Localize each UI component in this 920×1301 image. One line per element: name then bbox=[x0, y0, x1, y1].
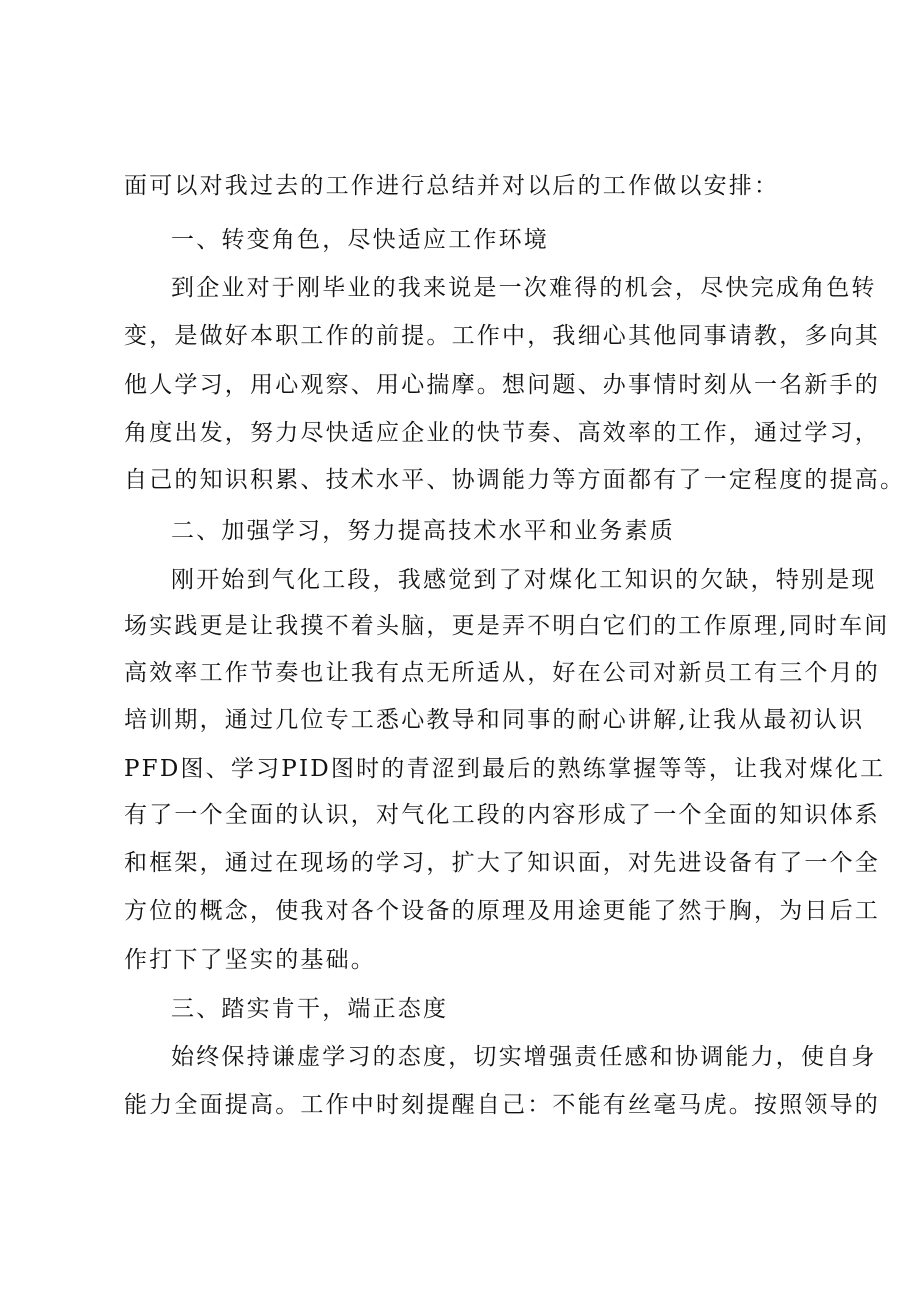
text-line: 场实践更是让我摸不着头脑，更是弄不明白它们的工作原理,同时车间 bbox=[124, 613, 890, 639]
text-line: 方位的概念，使我对各个设备的原理及用途更能了然于胸，为日后工 bbox=[124, 898, 880, 924]
text-line: 变，是做好本职工作的前提。工作中，我细心其他同事请教，多向其 bbox=[124, 323, 880, 349]
text-line: 作打下了坚实的基础。 bbox=[124, 947, 376, 973]
text-line: 有了一个全面的认识，对气化工段的内容形成了一个全面的知识体系 bbox=[124, 802, 880, 828]
section-heading: 三、踏实肯干，端正态度 bbox=[171, 996, 449, 1022]
text-line: 能力全面提高。工作中时刻提醒自己：不能有丝毫马虎。按照领导的 bbox=[124, 1092, 880, 1118]
text-line: 和框架，通过在现场的学习，扩大了知识面，对先进设备有了一个全 bbox=[124, 850, 880, 876]
text-line: 刚开始到气化工段，我感觉到了对煤化工知识的欠缺，特别是现 bbox=[171, 567, 877, 593]
text-line: 角度出发，努力尽快适应企业的快节奏、高效率的工作，通过学习， bbox=[124, 420, 880, 446]
section-heading: 二、加强学习，努力提高技术水平和业务素质 bbox=[171, 518, 675, 544]
text-line: 面可以对我过去的工作进行总结并对以后的工作做以安排： bbox=[124, 173, 780, 199]
text-line: 始终保持谦虚学习的态度，切实增强责任感和协调能力，使自身 bbox=[171, 1044, 877, 1070]
text-line: 他人学习，用心观察、用心揣摩。想问题、办事情时刻从一名新手的 bbox=[124, 372, 880, 398]
text-line: PFD图、学习PID图时的青涩到最后的熟练掌握等等，让我对煤化工 bbox=[124, 756, 886, 782]
text-line: 培训期，通过几位专工悉心教导和同事的耐心讲解,让我从最初认识 bbox=[124, 707, 865, 733]
text-line: 高效率工作节奏也让我有点无所适从，好在公司对新员工有三个月的 bbox=[124, 660, 880, 686]
section-heading: 一、转变角色，尽快适应工作环境 bbox=[171, 227, 549, 253]
text-line: 自己的知识积累、技术水平、协调能力等方面都有了一定程度的提高。 bbox=[124, 467, 906, 493]
text-line: 到企业对于刚毕业的我来说是一次难得的机会，尽快完成角色转 bbox=[171, 275, 877, 301]
